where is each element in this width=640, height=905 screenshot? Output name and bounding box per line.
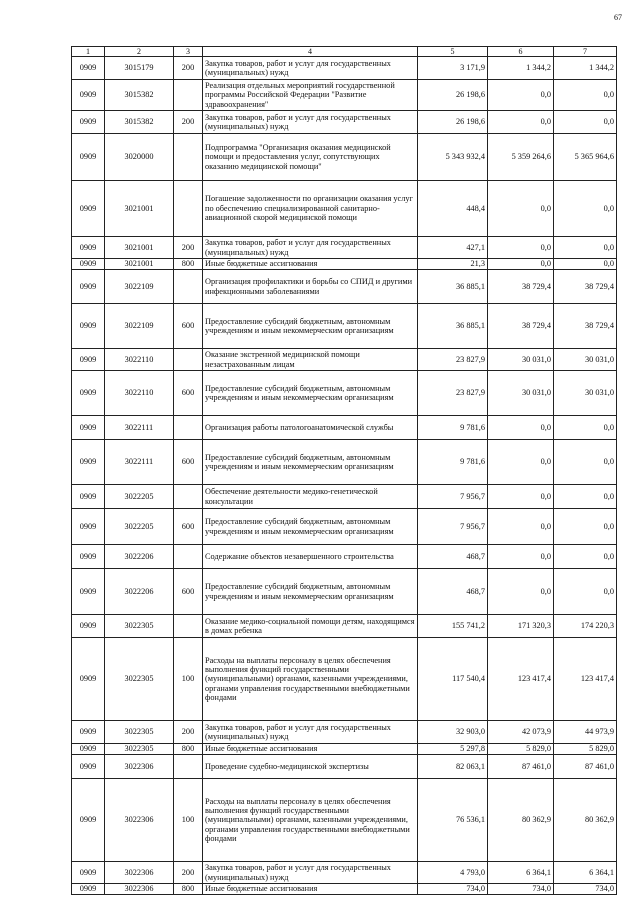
item-name-cell: Оказание экстренной медицинской помощи незастрахованным лицам [203, 349, 418, 371]
header-cell: 1 [72, 47, 105, 57]
target-code-cell: 3021001 [105, 181, 174, 237]
expense-type-cell: 600 [174, 440, 203, 485]
amount-col6-cell: 0,0 [488, 416, 554, 440]
table-row [72, 237, 617, 259]
table-row [72, 111, 617, 134]
item-name-cell: Проведение судебно-медицинской экспертизы [203, 755, 418, 779]
amount-col6-cell: 0,0 [488, 181, 554, 237]
section-cell: 0909 [72, 181, 105, 237]
section-cell: 0909 [72, 111, 105, 134]
target-code-cell: 3022111 [105, 416, 174, 440]
target-code-cell: 3022306 [105, 779, 174, 862]
target-code-cell: 3022305 [105, 615, 174, 638]
expense-type-cell: 200 [174, 721, 203, 744]
target-code-cell: 3015179 [105, 57, 174, 80]
amount-col7-cell: 0,0 [554, 416, 617, 440]
amount-col7-cell: 123 417,4 [554, 638, 617, 721]
table-row [72, 755, 617, 779]
expense-type-cell [174, 134, 203, 181]
amount-col6-cell: 0,0 [488, 111, 554, 134]
target-code-cell: 3022306 [105, 884, 174, 895]
section-cell: 0909 [72, 509, 105, 545]
amount-col7-cell: 30 031,0 [554, 349, 617, 371]
item-name-cell: Закупка товаров, работ и услуг для государственных (муниципальных) нужд [203, 237, 418, 259]
amount-col7-cell: 0,0 [554, 569, 617, 615]
section-cell: 0909 [72, 721, 105, 744]
item-name-cell: Предоставление субсидий бюджетным, автономным учреждениям и иным некоммерческим организациям [203, 371, 418, 416]
amount-col5-cell: 76 536,1 [418, 779, 488, 862]
item-name-cell: Иные бюджетные ассигнования [203, 259, 418, 270]
section-cell: 0909 [72, 259, 105, 270]
table-row [72, 884, 617, 895]
expense-type-cell: 600 [174, 509, 203, 545]
table-row [72, 862, 617, 884]
amount-col6-cell: 0,0 [488, 545, 554, 569]
table-row [72, 638, 617, 721]
expense-type-cell: 600 [174, 304, 203, 349]
amount-col6-cell: 5 359 264,6 [488, 134, 554, 181]
target-code-cell: 3015382 [105, 80, 174, 111]
amount-col7-cell: 87 461,0 [554, 755, 617, 779]
amount-col7-cell: 1 344,2 [554, 57, 617, 80]
header-cell: 7 [554, 47, 617, 57]
section-cell: 0909 [72, 744, 105, 755]
table-row [72, 304, 617, 349]
amount-col5-cell: 468,7 [418, 545, 488, 569]
target-code-cell: 3022305 [105, 721, 174, 744]
amount-col6-cell: 0,0 [488, 509, 554, 545]
item-name-cell: Расходы на выплаты персоналу в целях обеспечения выполнения функций государственными (муниципальными) органами, казенными учреждениями, органами управления государственными внебюджетными фондами [203, 779, 418, 862]
expense-type-cell [174, 349, 203, 371]
section-cell: 0909 [72, 615, 105, 638]
target-code-cell: 3022110 [105, 349, 174, 371]
table-row [72, 509, 617, 545]
target-code-cell: 3022109 [105, 270, 174, 304]
target-code-cell: 3021001 [105, 237, 174, 259]
amount-col5-cell: 7 956,7 [418, 485, 488, 509]
page-number: 67 [614, 13, 622, 22]
amount-col7-cell: 5 829,0 [554, 744, 617, 755]
table-row [72, 615, 617, 638]
item-name-cell: Закупка товаров, работ и услуг для государственных (муниципальных) нужд [203, 721, 418, 744]
item-name-cell: Предоставление субсидий бюджетным, автономным учреждениям и иным некоммерческим организациям [203, 569, 418, 615]
section-cell: 0909 [72, 349, 105, 371]
expense-type-cell: 100 [174, 779, 203, 862]
amount-col6-cell: 734,0 [488, 884, 554, 895]
amount-col7-cell: 38 729,4 [554, 304, 617, 349]
amount-col7-cell: 0,0 [554, 181, 617, 237]
table-row [72, 721, 617, 744]
expense-type-cell: 200 [174, 57, 203, 80]
section-cell: 0909 [72, 779, 105, 862]
amount-col6-cell: 0,0 [488, 237, 554, 259]
expense-type-cell: 200 [174, 237, 203, 259]
expense-type-cell: 800 [174, 744, 203, 755]
amount-col6-cell: 1 344,2 [488, 57, 554, 80]
amount-col5-cell: 23 827,9 [418, 371, 488, 416]
amount-col6-cell: 171 320,3 [488, 615, 554, 638]
section-cell: 0909 [72, 371, 105, 416]
amount-col7-cell: 38 729,4 [554, 270, 617, 304]
amount-col5-cell: 5 343 932,4 [418, 134, 488, 181]
target-code-cell: 3020000 [105, 134, 174, 181]
section-cell: 0909 [72, 134, 105, 181]
target-code-cell: 3022305 [105, 744, 174, 755]
header-cell: 4 [203, 47, 418, 57]
amount-col7-cell: 6 364,1 [554, 862, 617, 884]
item-name-cell: Предоставление субсидий бюджетным, автономным учреждениям и иным некоммерческим организациям [203, 440, 418, 485]
item-name-cell: Организация профилактики и борьбы со СПИД и другими инфекционными заболеваниями [203, 270, 418, 304]
section-cell: 0909 [72, 57, 105, 80]
expense-type-cell: 600 [174, 371, 203, 416]
table-row [72, 181, 617, 237]
target-code-cell: 3022306 [105, 755, 174, 779]
expense-type-cell [174, 181, 203, 237]
item-name-cell: Закупка товаров, работ и услуг для государственных (муниципальных) нужд [203, 57, 418, 80]
amount-col5-cell: 32 903,0 [418, 721, 488, 744]
section-cell: 0909 [72, 237, 105, 259]
amount-col5-cell: 26 198,6 [418, 111, 488, 134]
section-cell: 0909 [72, 884, 105, 895]
amount-col7-cell: 174 220,3 [554, 615, 617, 638]
table-row [72, 349, 617, 371]
table-row [72, 485, 617, 509]
amount-col5-cell: 82 063,1 [418, 755, 488, 779]
header-cell: 6 [488, 47, 554, 57]
target-code-cell: 3022306 [105, 862, 174, 884]
target-code-cell: 3022110 [105, 371, 174, 416]
target-code-cell: 3022206 [105, 569, 174, 615]
expense-type-cell [174, 80, 203, 111]
table-row [72, 80, 617, 111]
item-name-cell: Обеспечение деятельности медико-генетической консультации [203, 485, 418, 509]
amount-col6-cell: 42 073,9 [488, 721, 554, 744]
amount-col7-cell: 0,0 [554, 259, 617, 270]
table-row [72, 416, 617, 440]
expense-type-cell [174, 270, 203, 304]
section-cell: 0909 [72, 755, 105, 779]
expense-type-cell [174, 545, 203, 569]
table-row [72, 270, 617, 304]
section-cell: 0909 [72, 862, 105, 884]
target-code-cell: 3022206 [105, 545, 174, 569]
amount-col5-cell: 9 781,6 [418, 416, 488, 440]
expense-type-cell [174, 615, 203, 638]
item-name-cell: Подпрограмма "Организация оказания медицинской помощи и предоставления услуг, сопутствующих оказанию медицинской помощи" [203, 134, 418, 181]
amount-col6-cell: 30 031,0 [488, 371, 554, 416]
amount-col6-cell: 80 362,9 [488, 779, 554, 862]
item-name-cell: Иные бюджетные ассигнования [203, 884, 418, 895]
amount-col6-cell: 123 417,4 [488, 638, 554, 721]
column-number-header [72, 47, 617, 57]
amount-col6-cell: 0,0 [488, 440, 554, 485]
expense-type-cell: 100 [174, 638, 203, 721]
amount-col7-cell: 5 365 964,6 [554, 134, 617, 181]
amount-col7-cell: 0,0 [554, 440, 617, 485]
item-name-cell: Организация работы патологоанатомической службы [203, 416, 418, 440]
section-cell: 0909 [72, 638, 105, 721]
item-name-cell: Закупка товаров, работ и услуг для государственных (муниципальных) нужд [203, 862, 418, 884]
expense-type-cell [174, 485, 203, 509]
amount-col7-cell: 0,0 [554, 545, 617, 569]
item-name-cell: Закупка товаров, работ и услуг для государственных (муниципальных) нужд [203, 111, 418, 134]
target-code-cell: 3022305 [105, 638, 174, 721]
expense-type-cell: 200 [174, 862, 203, 884]
item-name-cell: Предоставление субсидий бюджетным, автономным учреждениям и иным некоммерческим организациям [203, 304, 418, 349]
table-row [72, 371, 617, 416]
section-cell: 0909 [72, 416, 105, 440]
amount-col5-cell: 117 540,4 [418, 638, 488, 721]
amount-col5-cell: 5 297,8 [418, 744, 488, 755]
budget-table [71, 46, 617, 895]
amount-col5-cell: 427,1 [418, 237, 488, 259]
expense-type-cell: 200 [174, 111, 203, 134]
amount-col6-cell: 38 729,4 [488, 304, 554, 349]
table-row [72, 134, 617, 181]
target-code-cell: 3021001 [105, 259, 174, 270]
amount-col7-cell: 0,0 [554, 237, 617, 259]
item-name-cell: Расходы на выплаты персоналу в целях обеспечения выполнения функций государственными (муниципальными) органами, казенными учреждениями, органами управления государственными внебюджетными фондами [203, 638, 418, 721]
amount-col5-cell: 23 827,9 [418, 349, 488, 371]
amount-col5-cell: 734,0 [418, 884, 488, 895]
amount-col6-cell: 6 364,1 [488, 862, 554, 884]
amount-col5-cell: 448,4 [418, 181, 488, 237]
table-row [72, 259, 617, 270]
item-name-cell: Предоставление субсидий бюджетным, автономным учреждениям и иным некоммерческим организациям [203, 509, 418, 545]
target-code-cell: 3022205 [105, 485, 174, 509]
table-row [72, 569, 617, 615]
amount-col7-cell: 80 362,9 [554, 779, 617, 862]
table-row [72, 440, 617, 485]
amount-col6-cell: 0,0 [488, 259, 554, 270]
amount-col5-cell: 9 781,6 [418, 440, 488, 485]
amount-col7-cell: 0,0 [554, 80, 617, 111]
amount-col7-cell: 0,0 [554, 509, 617, 545]
amount-col6-cell: 38 729,4 [488, 270, 554, 304]
amount-col7-cell: 0,0 [554, 111, 617, 134]
header-cell: 2 [105, 47, 174, 57]
expense-type-cell [174, 755, 203, 779]
item-name-cell: Иные бюджетные ассигнования [203, 744, 418, 755]
header-cell: 5 [418, 47, 488, 57]
section-cell: 0909 [72, 270, 105, 304]
amount-col6-cell: 0,0 [488, 485, 554, 509]
amount-col6-cell: 0,0 [488, 80, 554, 111]
amount-col5-cell: 468,7 [418, 569, 488, 615]
amount-col6-cell: 87 461,0 [488, 755, 554, 779]
table-row [72, 545, 617, 569]
amount-col5-cell: 26 198,6 [418, 80, 488, 111]
target-code-cell: 3015382 [105, 111, 174, 134]
section-cell: 0909 [72, 440, 105, 485]
amount-col5-cell: 36 885,1 [418, 270, 488, 304]
amount-col6-cell: 0,0 [488, 569, 554, 615]
table-row [72, 744, 617, 755]
amount-col5-cell: 4 793,0 [418, 862, 488, 884]
amount-col5-cell: 3 171,9 [418, 57, 488, 80]
section-cell: 0909 [72, 545, 105, 569]
section-cell: 0909 [72, 569, 105, 615]
item-name-cell: Реализация отдельных мероприятий государственной программы Российской Федерации "Развитие здравоохранения" [203, 80, 418, 111]
target-code-cell: 3022109 [105, 304, 174, 349]
item-name-cell: Оказание медико-социальной помощи детям, находящимся в домах ребенка [203, 615, 418, 638]
table-row [72, 779, 617, 862]
amount-col7-cell: 0,0 [554, 485, 617, 509]
amount-col7-cell: 734,0 [554, 884, 617, 895]
item-name-cell: Содержание объектов незавершенного строительства [203, 545, 418, 569]
section-cell: 0909 [72, 304, 105, 349]
amount-col6-cell: 30 031,0 [488, 349, 554, 371]
amount-col6-cell: 5 829,0 [488, 744, 554, 755]
section-cell: 0909 [72, 485, 105, 509]
section-cell: 0909 [72, 80, 105, 111]
item-name-cell: Погашение задолженности по организации оказания услуг по обеспечению специализированной санитарно-авиационной скорой медицинской помощи [203, 181, 418, 237]
expense-type-cell: 800 [174, 884, 203, 895]
amount-col7-cell: 30 031,0 [554, 371, 617, 416]
table-row [72, 57, 617, 80]
amount-col5-cell: 36 885,1 [418, 304, 488, 349]
amount-col5-cell: 155 741,2 [418, 615, 488, 638]
amount-col5-cell: 7 956,7 [418, 509, 488, 545]
target-code-cell: 3022111 [105, 440, 174, 485]
header-cell: 3 [174, 47, 203, 57]
target-code-cell: 3022205 [105, 509, 174, 545]
amount-col5-cell: 21,3 [418, 259, 488, 270]
expense-type-cell: 800 [174, 259, 203, 270]
expense-type-cell [174, 416, 203, 440]
amount-col7-cell: 44 973,9 [554, 721, 617, 744]
expense-type-cell: 600 [174, 569, 203, 615]
